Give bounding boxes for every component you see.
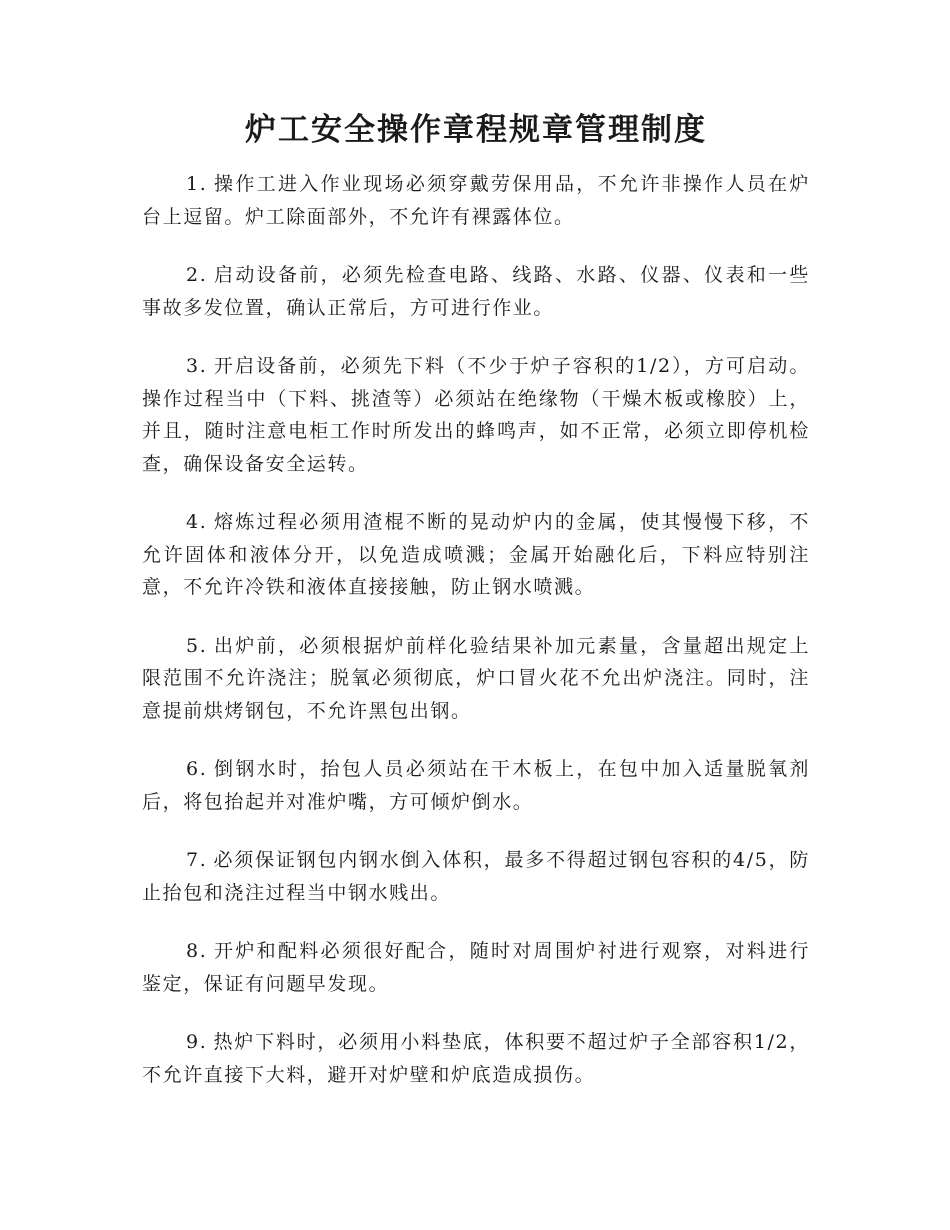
paragraph-8 [142, 935, 810, 1000]
paragraph-number: 2. [186, 264, 208, 286]
paragraph-text: 开启设备前，必须先下料（不少于炉子容积的1/2），方可启动。操作过程当中（下料、挑渣等）必须站在绝缘物（干燥木板或橡胶）上，并且，随时注意电柜工作时所发出的蜂鸣声，如不正常，必须立即停机检查，确保设备安全运转。 [142, 355, 810, 475]
paragraph-9 [142, 1026, 810, 1091]
paragraph-7 [142, 844, 810, 909]
paragraph-text: 热炉下料时，必须用小料垫底，体积要不超过炉子全部容积1/2，不允许直接下大料，避开对炉壁和炉底造成损伤。 [142, 1031, 810, 1086]
paragraph-text: 启动设备前，必须先检查电路、线路、水路、仪器、仪表和一些事故多发位置，确认正常后，方可进行作业。 [142, 264, 810, 319]
paragraph-3 [142, 350, 810, 480]
paragraph-number: 4. [186, 511, 208, 533]
paragraph-text: 熔炼过程必须用渣棍不断的晃动炉内的金属，使其慢慢下移，不允许固体和液体分开，以免造成喷溅；金属开始融化后，下料应特别注意，不允许冷铁和液体直接接触，防止钢水喷溅。 [142, 511, 810, 598]
paragraph-5 [142, 630, 810, 728]
paragraph-number: 9. [186, 1031, 208, 1053]
paragraph-number: 7. [186, 849, 208, 871]
paragraph-number: 8. [186, 940, 208, 962]
paragraph-text: 出炉前，必须根据炉前样化验结果补加元素量，含量超出规定上限范围不允许浇注；脱氧必须彻底，炉口冒火花不允出炉浇注。同时，注意提前烘烤钢包，不允许黑包出钢。 [142, 634, 810, 722]
paragraph-number: 5. [186, 634, 208, 657]
paragraph-2 [142, 259, 810, 324]
paragraph-4 [142, 506, 810, 604]
paragraph-text: 操作工进入作业现场必须穿戴劳保用品，不允许非操作人员在炉台上逗留。炉工除面部外，不允许有裸露体位。 [142, 173, 810, 228]
paragraph-6 [142, 753, 810, 818]
paragraph-text: 开炉和配料必须很好配合，随时对周围炉衬进行观察，对料进行鉴定，保证有问题早发现。 [142, 940, 810, 995]
paragraph-number: 6. [186, 758, 208, 780]
paragraph-text: 倒钢水时，抬包人员必须站在干木板上，在包中加入适量脱氧剂后，将包抬起并对准炉嘴，方可倾炉倒水。 [142, 758, 810, 813]
paragraph-1 [142, 168, 810, 233]
paragraph-text: 必须保证钢包内钢水倒入体积，最多不得超过钢包容积的4/5，防止抬包和浇注过程当中钢水贱出。 [142, 849, 810, 904]
document-title: 炉工安全操作章程规章管理制度 [245, 112, 707, 148]
paragraph-number: 1. [186, 173, 208, 195]
paragraph-number: 3. [186, 355, 208, 377]
